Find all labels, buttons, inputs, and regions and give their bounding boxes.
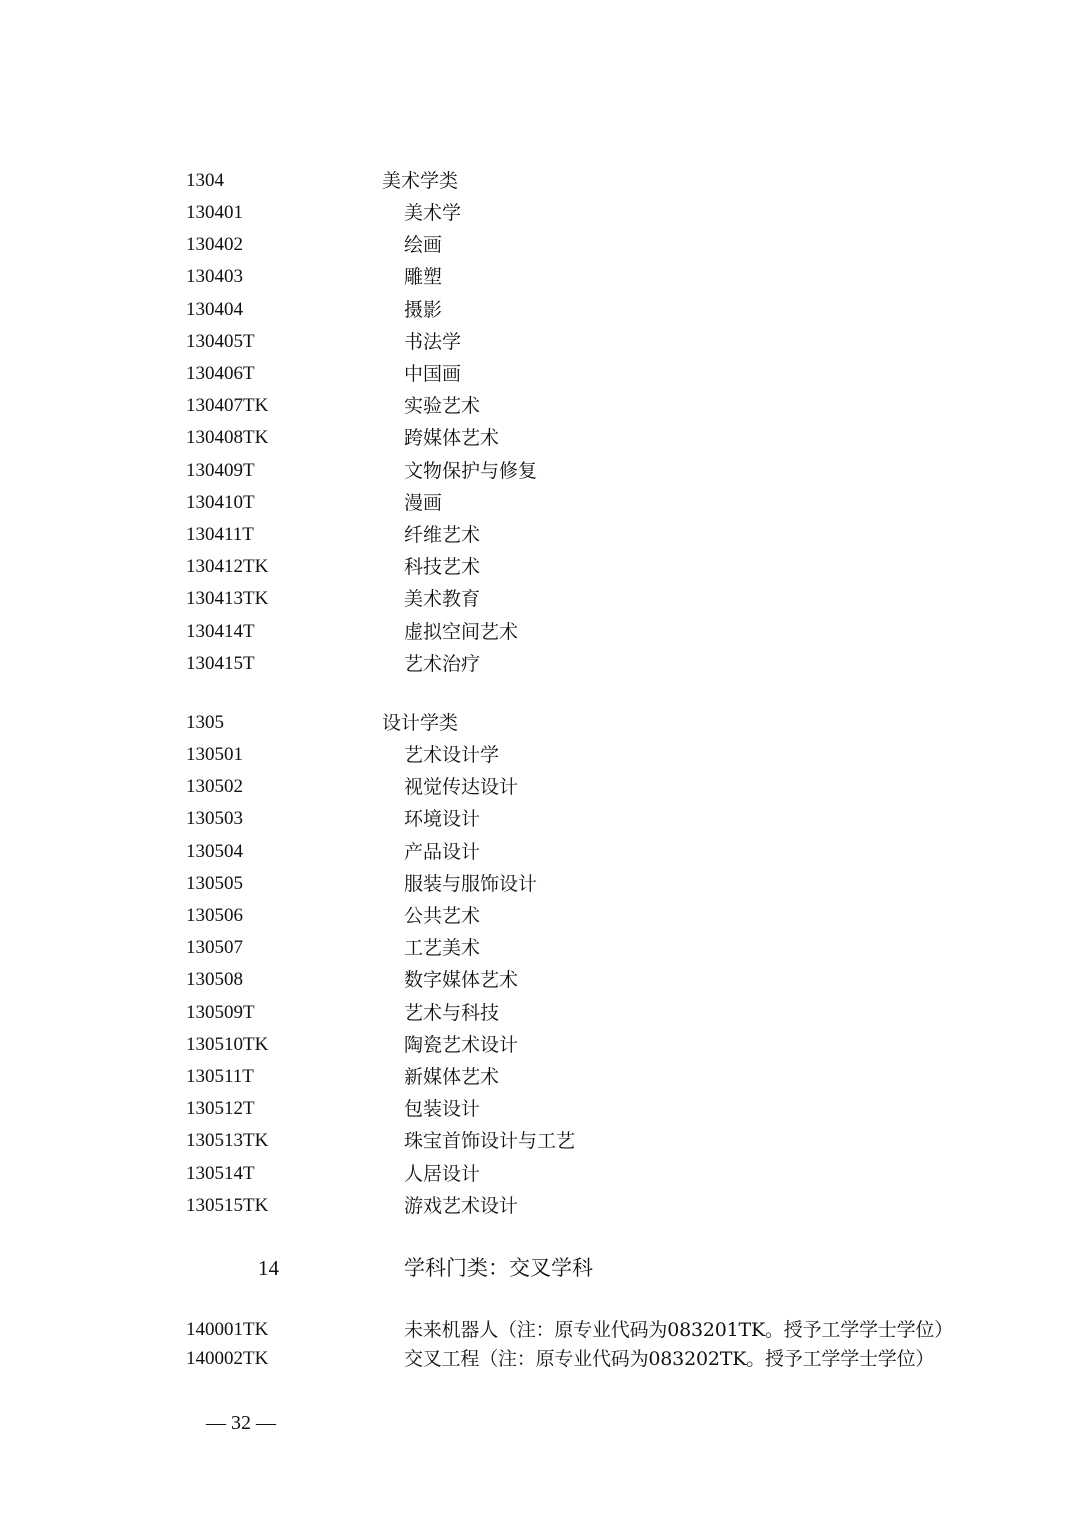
major-row [0,584,1080,614]
major-row-140001TK [0,1315,1080,1345]
major-code: 130508 [186,969,243,991]
major-code: 130505 [186,872,243,894]
major-code: 130509T [186,1001,255,1023]
major-name: 虚拟空间艺术 [404,620,519,643]
major-row [0,423,1080,453]
major-name: 未来机器人（注：原专业代码为083201TK。授予工学学士学位） [404,1319,953,1341]
major-name: 服装与服饰设计 [404,872,538,895]
discipline-name: 学科门类：交叉学科 [404,1256,593,1280]
major-row [0,262,1080,292]
major-name: 包装设计 [404,1098,481,1121]
major-name: 文物保护与修复 [404,459,538,482]
major-code: 130406T [186,363,255,384]
major-name: 新媒体艺术 [404,1066,500,1088]
major-code: 130401 [186,202,243,223]
major-code: 130408TK [186,427,269,449]
major-code: 130403 [186,266,243,288]
major-name: 实验艺术 [404,395,481,418]
major-name: 艺术设计学 [404,744,500,766]
major-name: 艺术与科技 [404,1001,500,1024]
major-code: 130405T [186,330,255,352]
major-code: 130510TK [186,1033,269,1055]
major-row [0,456,1080,486]
major-row [0,869,1080,899]
major-name: 摄影 [404,298,443,321]
major-row [0,901,1080,931]
class-row-1305 [0,708,1080,738]
major-code: 130501 [186,744,243,765]
major-name: 环境设计 [404,808,481,831]
class-name: 美术学类 [382,170,459,192]
major-code: 130411T [186,524,254,545]
major-row [0,1191,1080,1221]
major-name: 产品设计 [404,840,481,863]
major-name: 艺术治疗 [404,652,481,675]
major-name: 科技艺术 [404,556,481,579]
major-row [0,488,1080,518]
major-code: 130412TK [186,556,269,578]
major-code: 130514T [186,1162,255,1184]
major-code: 130511T [186,1066,254,1087]
major-code: 130414T [186,620,255,642]
major-name: 雕塑 [404,266,443,289]
major-name: 书法学 [404,330,462,353]
major-name: 珠宝首饰设计与工艺 [404,1130,576,1153]
major-code: 130507 [186,937,243,959]
major-row [0,837,1080,867]
major-code: 130513TK [186,1130,269,1152]
major-row [0,359,1080,389]
major-code: 130503 [186,808,243,830]
major-row [0,1094,1080,1124]
major-name: 陶瓷艺术设计 [404,1033,519,1056]
major-row [0,965,1080,995]
major-name: 公共艺术 [404,905,481,927]
page-number: — 32 — [206,1412,276,1434]
major-row [0,772,1080,802]
class-row-1304 [0,166,1080,196]
major-row [0,520,1080,550]
major-row [0,1030,1080,1060]
major-row [0,617,1080,647]
major-code: 140002TK [186,1348,269,1369]
major-name: 视觉传达设计 [404,776,519,799]
major-name: 工艺美术 [404,937,481,960]
major-name: 跨媒体艺术 [404,427,500,450]
major-row [0,998,1080,1028]
major-code: 130415T [186,652,255,674]
discipline-code: 14 [258,1256,279,1280]
major-code: 130407TK [186,395,269,417]
major-name: 数字媒体艺术 [404,969,519,992]
major-name: 交叉工程（注：原专业代码为083202TK。授予工学学士学位） [404,1348,935,1370]
major-name: 纤维艺术 [404,524,481,546]
major-code: 130504 [186,840,243,862]
major-row-140002TK [0,1344,1080,1374]
class-code: 1305 [186,712,224,733]
major-code: 140001TK [186,1319,269,1340]
class-code: 1304 [186,170,224,191]
major-name: 绘画 [404,234,443,257]
major-row [0,327,1080,357]
major-code: 130410T [186,491,255,513]
major-row [0,740,1080,770]
major-row [0,1159,1080,1189]
major-row [0,1126,1080,1156]
major-row [0,391,1080,421]
major-row [0,804,1080,834]
major-row [0,295,1080,325]
major-code: 130413TK [186,588,269,610]
major-code: 130502 [186,776,243,798]
major-row [0,933,1080,963]
major-name: 游戏艺术设计 [404,1194,519,1217]
major-code: 130404 [186,298,243,320]
major-code: 130506 [186,905,243,926]
major-name: 中国画 [404,363,462,385]
major-row [0,649,1080,679]
major-code: 130515TK [186,1194,269,1216]
major-name: 人居设计 [404,1162,481,1185]
class-name: 设计学类 [382,712,459,734]
major-code: 130512T [186,1098,255,1120]
major-row [0,230,1080,260]
major-name: 漫画 [404,491,443,514]
major-row [0,552,1080,582]
major-code: 130402 [186,234,243,256]
major-name: 美术教育 [404,588,481,611]
major-code: 130409T [186,459,255,481]
discipline-row [0,1252,1080,1284]
major-name: 美术学 [404,202,462,224]
major-row [0,198,1080,228]
major-row [0,1062,1080,1092]
